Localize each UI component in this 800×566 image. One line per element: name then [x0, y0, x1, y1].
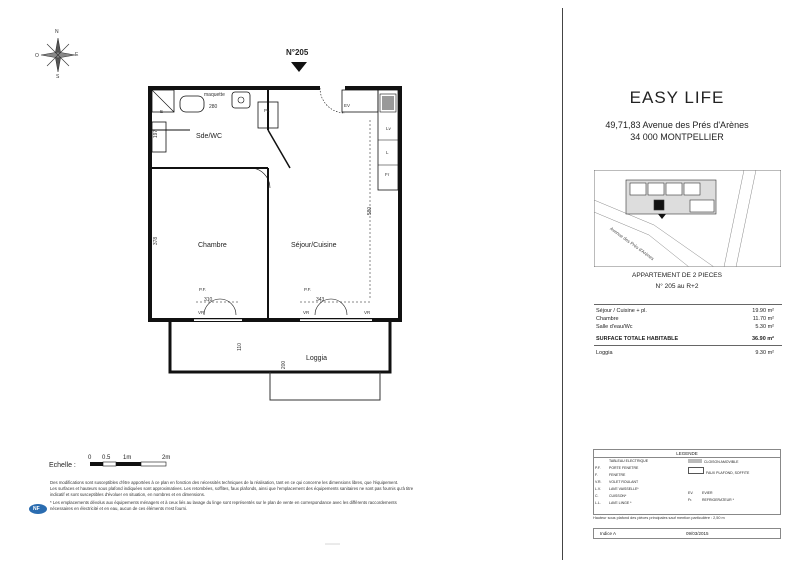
- mark-pl: PL: [264, 108, 270, 113]
- dim-580: 580: [367, 206, 374, 216]
- note-3: * Les emplacements dévolus aux équipements ménagers et à ceux liés au lavage du linge sont représentés sur le plan de vente en correspondance avec les différents raccordements nécessaires en électricité et en eau, aucun de ces éléments n'est fourni.: [50, 500, 397, 511]
- legend-box: [593, 449, 781, 515]
- mark-pf-2: P.F.: [304, 287, 312, 292]
- mark-pf-1: P.F.: [199, 287, 207, 292]
- entry-arrow-icon: [291, 62, 307, 72]
- room-chambre: Chambre: [198, 242, 227, 249]
- room-sejour: Séjour/Cuisine: [291, 242, 337, 249]
- area-row-sejour: Séjour / Cuisine + pl. 19.90 m²: [596, 308, 774, 314]
- entry-label: N°205: [286, 48, 309, 57]
- dim-197: 197: [153, 129, 160, 139]
- disclaimer-notes: [50, 480, 420, 512]
- dim-310: 310: [204, 297, 213, 303]
- compass-e: E: [75, 52, 79, 58]
- note-2: Les surfaces et hauteurs sous plafond indiquées sont approximatives. Les retombées, soffites, faux plafonds, ainsi que l'emplacement des équipements sanitaires ne sont pas fournis qu'à titre indicatif et sont susceptibles d'évoluer en situation, en nombres et en dimensions.: [50, 486, 414, 497]
- project-name: EASY LIFE: [629, 88, 725, 107]
- mark-fr: Fr: [385, 172, 390, 177]
- room-loggia: Loggia: [306, 355, 328, 362]
- scale-bar: [90, 462, 166, 466]
- footer-date: 09/03/2015: [686, 531, 709, 536]
- dim-280: 280: [209, 104, 218, 110]
- area-row-sde: Salle d'eau/Wc 5.30 m²: [596, 324, 774, 330]
- area-row-total: SURFACE TOTALE HABITABLE 36.90 m²: [596, 336, 774, 342]
- compass-s: S: [56, 74, 60, 80]
- dim-343: 343: [316, 297, 325, 303]
- compass-n: N: [55, 29, 59, 35]
- legend-left: TABLEAU ELECTRIQUE P.F. PORTE FENETRE F. FENETRE V.R. VOLET ROULANT L.V. LAVE VAISSELLE* C. CUISSON* L.L. LAVE LINGE *: [595, 459, 649, 505]
- mark-vr-3: VR: [364, 310, 371, 315]
- area-row-loggia: Loggia 9.30 m²: [596, 350, 774, 356]
- footer-indice: Indice A: [600, 531, 617, 536]
- map-street-label: Avenue des Prés d'Arènes: [609, 226, 655, 262]
- compass-rose-icon: [41, 38, 75, 72]
- dim-110: 110: [236, 343, 243, 351]
- footer-box: [593, 528, 781, 539]
- dim-maquette: maquette: [204, 92, 225, 98]
- area-table-bottom: [594, 345, 782, 346]
- scale-0: 0: [88, 455, 92, 461]
- dim-200: 200: [281, 360, 288, 370]
- legend-title: LEGENDE: [594, 451, 780, 458]
- legend-note: Hauteur sous plafond des pièces principales sauf mention particulière : 2,50 m: [593, 516, 725, 520]
- project-address-1: 49,71,83 Avenue des Prés d'Arènes: [605, 120, 749, 130]
- location-map: [594, 170, 781, 267]
- nf-logo-text: NF: [33, 506, 40, 512]
- dim-378: 378: [153, 236, 160, 246]
- scale-label: Echelle :: [49, 462, 76, 469]
- apartment-number: N° 205 au R+2: [655, 283, 699, 290]
- room-sde-wc: Sde/WC: [196, 133, 223, 140]
- scale-1m: 1m: [123, 455, 132, 461]
- area-row-chambre: Chambre 11.70 m²: [596, 316, 774, 322]
- project-address-2: 34 000 MONTPELLIER: [630, 132, 724, 142]
- mark-e: E: [160, 109, 164, 114]
- mark-vr-1: VR: [198, 310, 205, 315]
- scale-05: 0.5: [102, 455, 111, 461]
- legend-right: CLOISON AMOVIBLE FAUX PLAFOND, SOFFITE EV. EVIER Fr. REFRIGERATEUR *: [688, 460, 750, 502]
- mark-vr-2: VR: [303, 310, 310, 315]
- note-1: Des modifications sont susceptibles d'être apportées à ce plan en fonction des nécessités techniques de la réalisation, tant en ce qui concerne les dimensions libres, que l'équipement.: [50, 480, 399, 485]
- mark-ev: EV: [344, 103, 351, 108]
- scale-2m: 2m: [162, 455, 171, 461]
- mark-l: L: [386, 150, 389, 155]
- apartment-type: APPARTEMENT DE 2 PIECES: [632, 272, 722, 279]
- area-table-top: [594, 304, 782, 305]
- mark-lv: Lv: [386, 126, 391, 131]
- compass-o: O: [35, 53, 39, 59]
